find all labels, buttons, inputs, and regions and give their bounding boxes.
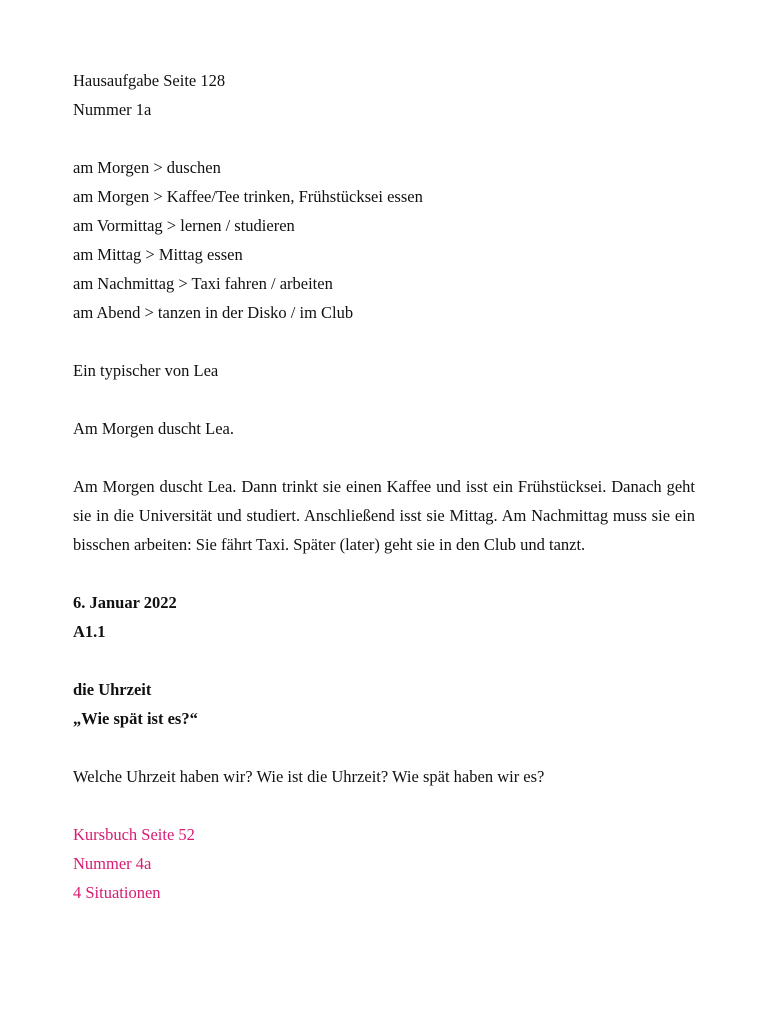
routine-item: am Nachmittag > Taxi fahren / arbeiten: [73, 274, 333, 293]
coursebook-number: Nummer 4a: [73, 854, 152, 873]
routine-list: [73, 153, 695, 327]
routine-item: am Morgen > duschen: [73, 158, 221, 177]
course-level: A1.1: [73, 622, 106, 641]
time-questions: Welche Uhrzeit haben wir? Wie ist die Uhrzeit? Wie spät haben wir es?: [73, 767, 545, 786]
spacer: [73, 124, 695, 153]
homework-title: Hausaufgabe Seite 128: [73, 71, 226, 90]
spacer: [73, 443, 695, 472]
coursebook-situations: 4 Situationen: [73, 883, 161, 902]
document-page: [73, 66, 695, 907]
example-sentence: Am Morgen duscht Lea.: [73, 419, 234, 438]
typical-day-heading: Ein typischer von Lea: [73, 361, 219, 380]
spacer: [73, 327, 695, 356]
coursebook-page: Kursbuch Seite 52: [73, 825, 195, 844]
routine-item: am Vormittag > lernen / studieren: [73, 216, 295, 235]
routine-item: am Morgen > Kaffee/Tee trinken, Frühstücksei essen: [73, 187, 423, 206]
spacer: [73, 385, 695, 414]
routine-item: am Abend > tanzen in der Disko / im Club: [73, 303, 354, 322]
topic-question: „Wie spät ist es?“: [73, 709, 198, 728]
spacer: [73, 733, 695, 762]
topic-title: die Uhrzeit: [73, 680, 152, 699]
lesson-date: 6. Januar 2022: [73, 593, 177, 612]
story-paragraph: Am Morgen duscht Lea. Dann trinkt sie einen Kaffee und isst ein Frühstücksei. Danach geht sie in die Universität und studiert. Anschließend isst sie Mittag. Am Nachmittag muss sie ein bisschen arbeiten: Sie fährt Taxi. Später (later) geht sie in den Club und tanzt.: [73, 477, 695, 554]
homework-number: Nummer 1a: [73, 100, 152, 119]
spacer: [73, 791, 695, 820]
spacer: [73, 559, 695, 588]
spacer: [73, 646, 695, 675]
routine-item: am Mittag > Mittag essen: [73, 245, 243, 264]
